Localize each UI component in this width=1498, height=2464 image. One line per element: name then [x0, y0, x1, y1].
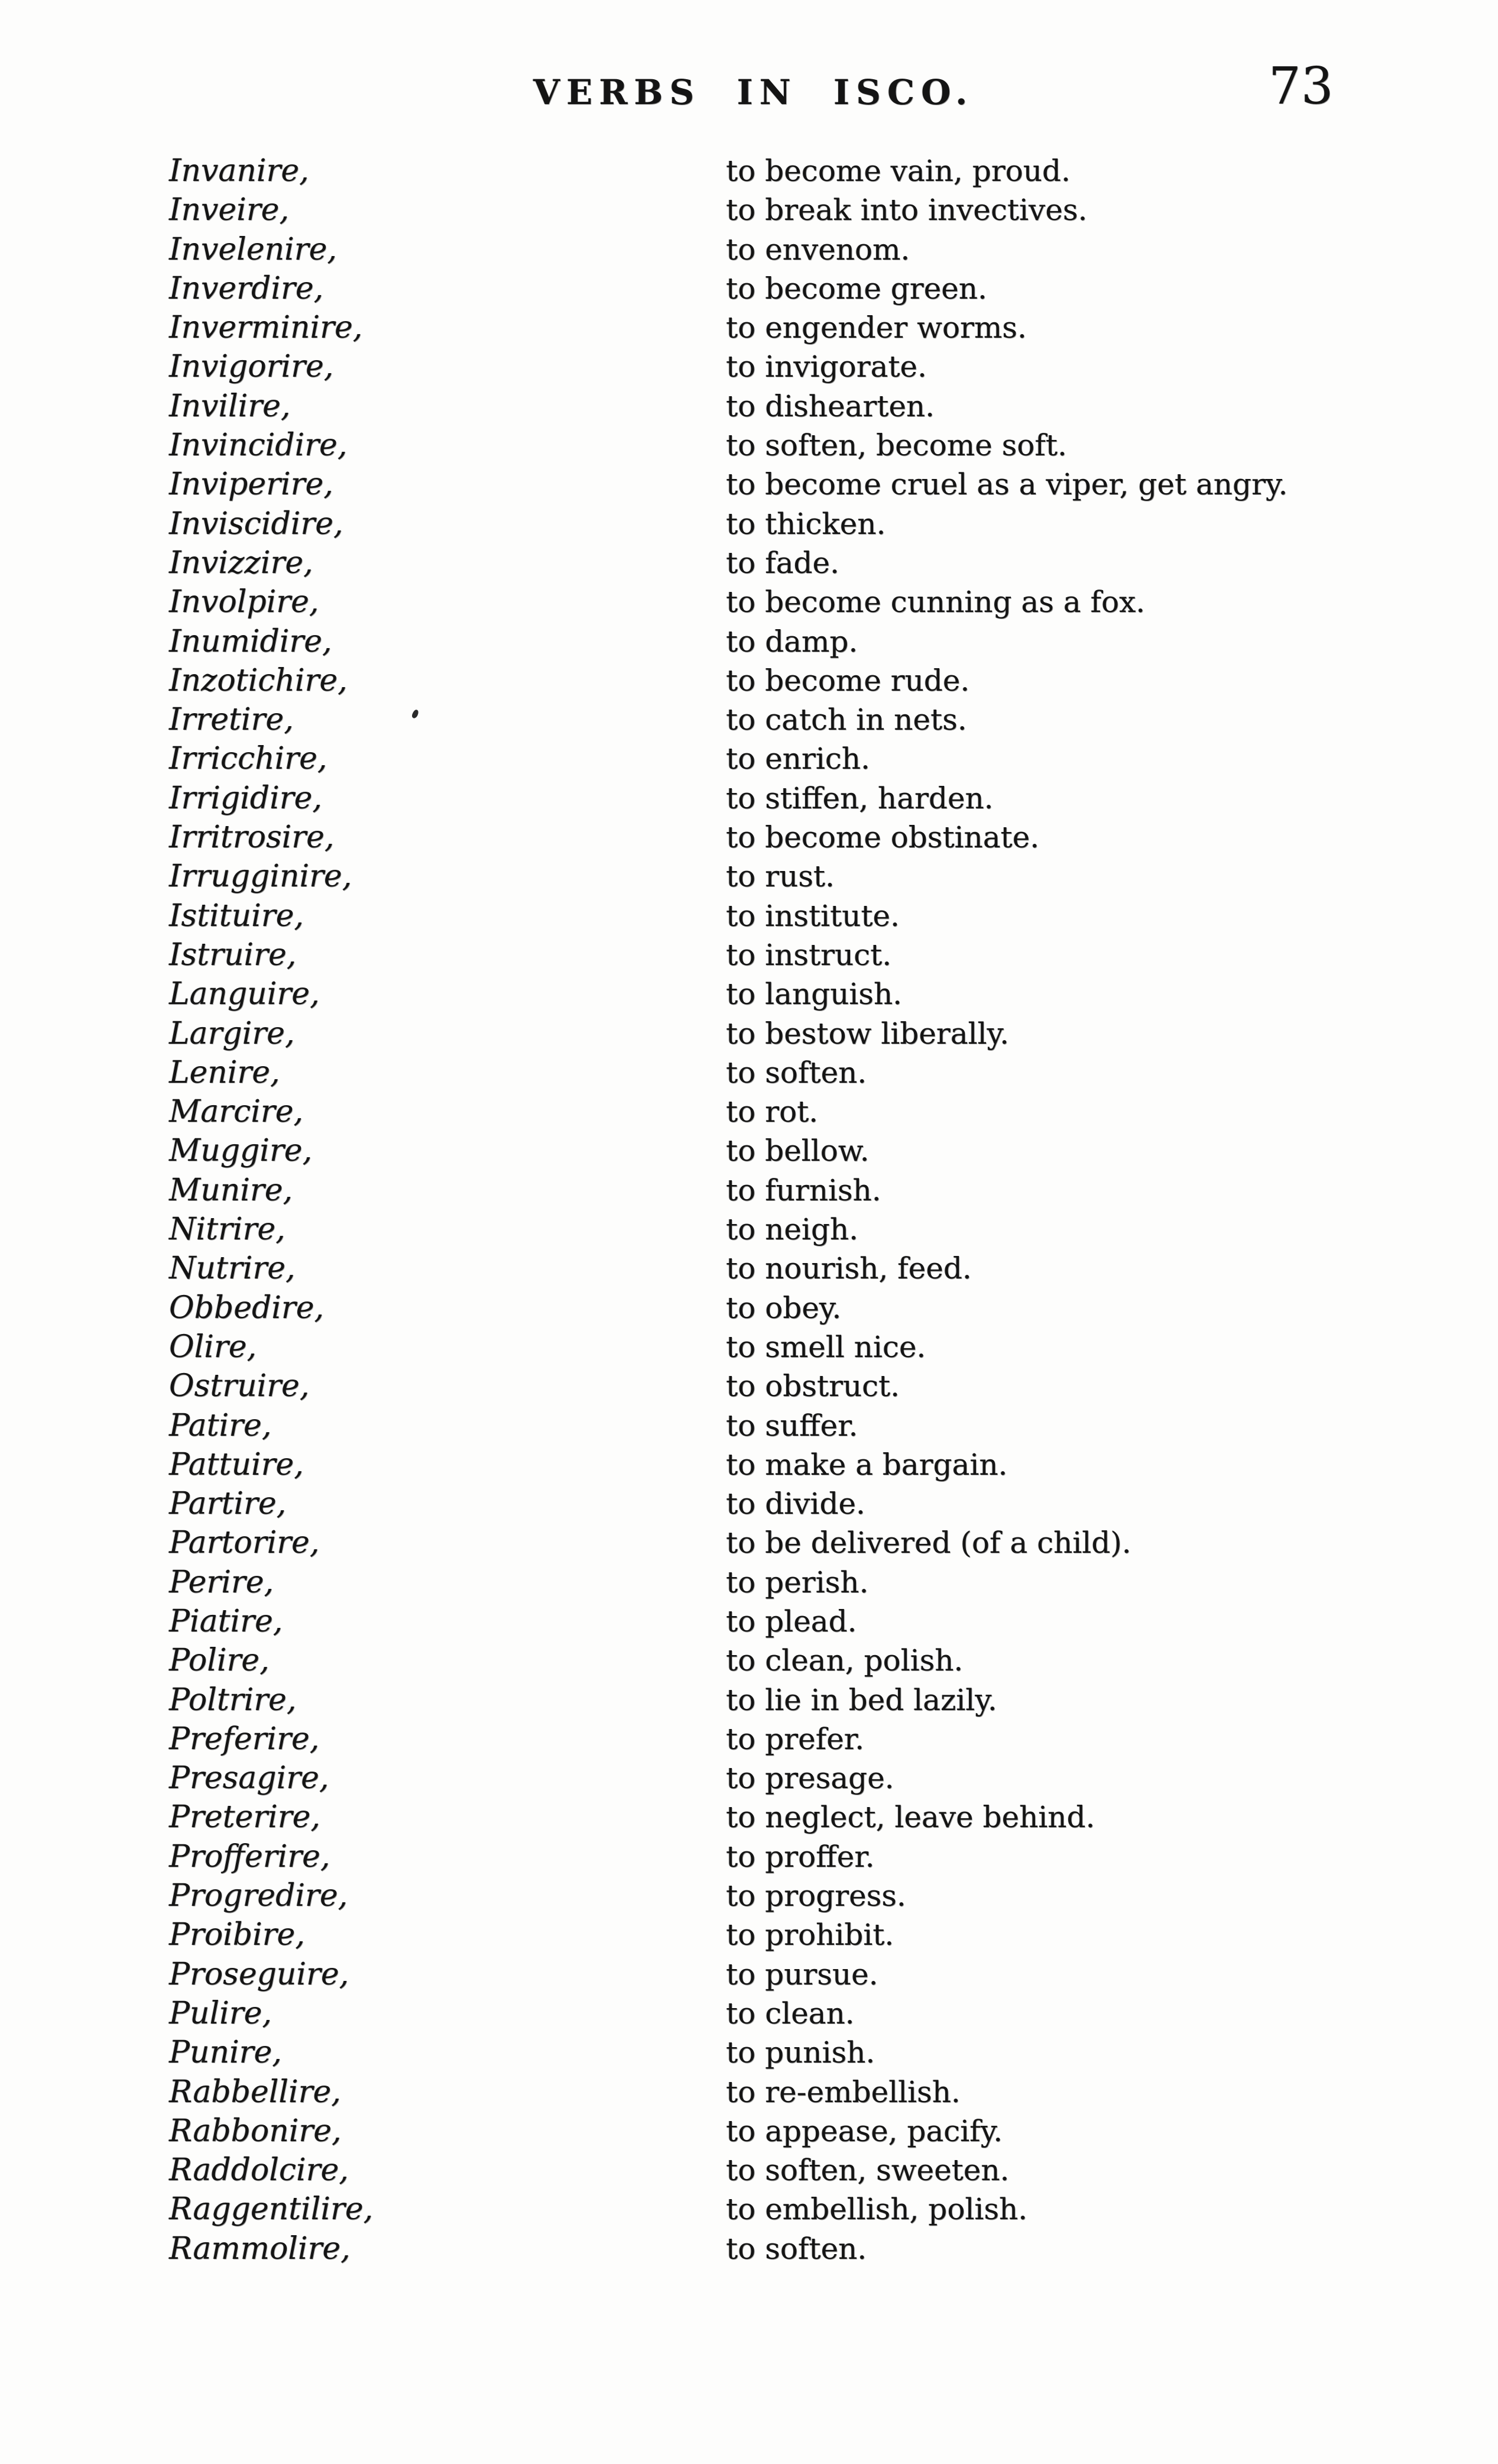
italian-verb: Irritrosire, — [169, 820, 335, 856]
english-definition: to soften, sweeten. — [726, 2153, 1010, 2188]
italian-verb: Istituire, — [169, 898, 304, 934]
english-definition: to thicken. — [726, 506, 886, 541]
italian-verb: Olire, — [169, 1329, 257, 1365]
italian-verb: Rabbonire, — [169, 2113, 342, 2149]
english-definition: to nourish, feed. — [726, 1251, 972, 1286]
italian-verb: Invigorire, — [169, 349, 334, 385]
italian-verb: Invanire, — [169, 153, 309, 189]
italian-verb: Raggentilire, — [169, 2191, 374, 2227]
english-definition: to catch in nets. — [726, 702, 967, 737]
english-definition: to soften, become soft. — [726, 428, 1067, 463]
italian-verb: Proseguire, — [169, 1956, 349, 1992]
italian-verb: Irretire, — [169, 702, 294, 738]
verb-entry-row — [0, 935, 1498, 974]
english-definition: to punish. — [726, 2035, 876, 2070]
english-definition: to instruct. — [726, 937, 892, 972]
verb-entry-row — [0, 857, 1498, 896]
italian-verb: Partire, — [169, 1486, 287, 1522]
english-definition: to embellish, polish. — [726, 2192, 1028, 2227]
verb-entry-row — [0, 739, 1498, 778]
english-definition: to furnish. — [726, 1173, 881, 1207]
english-definition: to clean, polish. — [726, 1643, 964, 1678]
italian-verb: Irrigidire, — [169, 780, 322, 816]
english-definition: to prefer. — [726, 1721, 864, 1756]
verb-entry-row — [0, 151, 1498, 190]
verb-entry-row — [0, 2229, 1498, 2268]
english-definition: to divide. — [726, 1487, 865, 1521]
verb-entry-row — [0, 1602, 1498, 1641]
verb-entry-row — [0, 2151, 1498, 2190]
english-definition: to suffer. — [726, 1408, 858, 1443]
verb-entry-row — [0, 308, 1498, 347]
english-definition: to lie in bed lazily. — [726, 1682, 997, 1717]
english-definition: to appease, pacify. — [726, 2113, 1003, 2148]
italian-verb: Languire, — [169, 976, 320, 1012]
italian-verb: Largire, — [169, 1015, 295, 1051]
english-definition: to fade. — [726, 545, 839, 580]
english-definition: to break into invectives. — [726, 193, 1088, 228]
verb-entry-row — [0, 622, 1498, 661]
italian-verb: Obbedire, — [169, 1290, 325, 1326]
english-definition: to smell nice. — [726, 1329, 926, 1364]
english-definition: to soften. — [726, 2231, 867, 2266]
english-definition: to engender worms. — [726, 310, 1027, 345]
verb-entry-row — [0, 1681, 1498, 1720]
italian-verb: Presagire, — [169, 1760, 329, 1796]
verb-entry-row — [0, 1367, 1498, 1406]
english-definition: to bestow liberally. — [726, 1016, 1010, 1051]
italian-verb: Irrugginire, — [169, 859, 352, 895]
verb-entry-row — [0, 387, 1498, 426]
english-definition: to become vain, proud. — [726, 154, 1071, 188]
verb-entry-row — [0, 465, 1498, 504]
english-definition: to enrich. — [726, 742, 870, 776]
english-definition: to obstruct. — [726, 1369, 900, 1404]
verb-entry-row — [0, 2190, 1498, 2229]
verb-entry-row — [0, 1798, 1498, 1837]
verb-entry-row — [0, 190, 1498, 229]
italian-verb: Inumidire, — [169, 623, 332, 659]
italian-verb: Preferire, — [169, 1721, 320, 1757]
verb-entry-row — [0, 1876, 1498, 1915]
verb-entry-row — [0, 1288, 1498, 1327]
english-definition: to become green. — [726, 271, 987, 306]
verb-entry-row — [0, 2033, 1498, 2072]
verb-entry-row — [0, 661, 1498, 700]
running-title: VERBS IN ISCO. — [533, 72, 974, 112]
verb-entry-row — [0, 1484, 1498, 1523]
italian-verb: Lenire, — [169, 1054, 280, 1090]
english-definition: to stiffen, harden. — [726, 781, 994, 815]
english-definition: to bellow. — [726, 1134, 870, 1168]
italian-verb: Invizzire, — [169, 545, 313, 581]
italian-verb: Rabbellire, — [169, 2074, 341, 2110]
italian-verb: Nitrire, — [169, 1212, 286, 1248]
english-definition: to become obstinate. — [726, 820, 1040, 855]
verb-entry-row — [0, 2073, 1498, 2112]
verb-entry-row — [0, 269, 1498, 308]
english-definition: to re-embellish. — [726, 2074, 961, 2109]
english-definition: to rust. — [726, 859, 835, 894]
italian-verb: Inverdire, — [169, 270, 324, 306]
italian-verb: Irricchire, — [169, 741, 328, 777]
verb-entry-row — [0, 1249, 1498, 1288]
verb-entry-row — [0, 1092, 1498, 1131]
verb-entry-row — [0, 1994, 1498, 2033]
english-definition: to soften. — [726, 1055, 867, 1090]
verb-entry-row — [0, 974, 1498, 1014]
verb-entry-row — [0, 1915, 1498, 1954]
english-definition: to make a bargain. — [726, 1447, 1008, 1482]
italian-verb: Piatire, — [169, 1603, 283, 1639]
italian-verb: Inverminire, — [169, 310, 363, 346]
italian-verb: Inviscidire, — [169, 506, 343, 542]
italian-verb: Istruire, — [169, 937, 297, 973]
verb-entry-row — [0, 1406, 1498, 1445]
english-definition: to become cruel as a viper, get angry. — [726, 467, 1288, 502]
italian-verb: Progredire, — [169, 1878, 348, 1914]
italian-verb: Munire, — [169, 1172, 293, 1208]
verb-entry-row — [0, 1445, 1498, 1484]
verb-entry-row — [0, 582, 1498, 621]
italian-verb: Polire, — [169, 1643, 270, 1679]
italian-verb: Ostruire, — [169, 1368, 310, 1404]
english-definition: to damp. — [726, 624, 858, 659]
italian-verb: Poltrire, — [169, 1682, 297, 1718]
verb-entry-row — [0, 1759, 1498, 1798]
italian-verb: Muggire, — [169, 1133, 313, 1169]
italian-verb: Involpire, — [169, 584, 319, 620]
english-definition: to envenom. — [726, 232, 910, 267]
italian-verb: Pulire, — [169, 1995, 272, 2031]
verb-entry-row — [0, 1327, 1498, 1367]
verb-entry-row — [0, 2112, 1498, 2151]
italian-verb: Profferire, — [169, 1838, 330, 1874]
english-definition: to clean. — [726, 1996, 855, 2031]
verb-entry-row — [0, 700, 1498, 739]
english-definition: to institute. — [726, 898, 900, 933]
verb-entry-row — [0, 1171, 1498, 1210]
english-definition: to pursue. — [726, 1957, 878, 1992]
english-definition: to be delivered (of a child). — [726, 1526, 1131, 1560]
verb-entry-row — [0, 818, 1498, 857]
italian-verb: Inzotichire, — [169, 662, 348, 698]
page-number: 73 — [1269, 57, 1334, 116]
verb-entry-row — [0, 1131, 1498, 1170]
verb-entry-row — [0, 426, 1498, 465]
english-definition: to rot. — [726, 1095, 819, 1129]
italian-verb: Punire, — [169, 2035, 282, 2071]
verb-entry-row — [0, 504, 1498, 543]
italian-verb: Marcire, — [169, 1094, 304, 1130]
english-definition: to become cunning as a fox. — [726, 585, 1146, 620]
italian-verb: Proibire, — [169, 1917, 305, 1953]
italian-verb: Perire, — [169, 1564, 274, 1600]
verb-entry-row — [0, 347, 1498, 386]
italian-verb: Rammolire, — [169, 2230, 351, 2267]
verb-entry-row — [0, 1837, 1498, 1876]
english-definition: to languish. — [726, 977, 903, 1012]
verb-entry-row — [0, 1720, 1498, 1759]
italian-verb: Invelenire, — [169, 231, 337, 267]
italian-verb: Patire, — [169, 1407, 272, 1443]
italian-verb: Inveire, — [169, 192, 289, 228]
italian-verb: Preterire, — [169, 1799, 320, 1835]
verb-entry-row — [0, 1523, 1498, 1562]
italian-verb: Pattuire, — [169, 1446, 304, 1482]
english-definition: to proffer. — [726, 1839, 875, 1874]
verb-entry-row — [0, 1210, 1498, 1249]
verb-entry-row — [0, 779, 1498, 818]
english-definition: to neigh. — [726, 1212, 858, 1247]
verb-entry-row — [0, 1641, 1498, 1680]
verb-entry-row — [0, 1563, 1498, 1602]
english-definition: to become rude. — [726, 663, 970, 698]
italian-verb: Nutrire, — [169, 1251, 296, 1287]
verb-entry-row — [0, 230, 1498, 269]
verb-entry-row — [0, 543, 1498, 582]
english-definition: to plead. — [726, 1604, 857, 1639]
verb-entry-row — [0, 1053, 1498, 1092]
italian-verb: Partorire, — [169, 1525, 320, 1561]
verb-definition-list — [0, 151, 1498, 2268]
english-definition: to perish. — [726, 1565, 869, 1600]
italian-verb: Inviperire, — [169, 467, 333, 503]
italian-verb: Invilire, — [169, 388, 291, 424]
english-definition: to presage. — [726, 1761, 894, 1796]
english-definition: to obey. — [726, 1290, 842, 1325]
italian-verb: Raddolcire, — [169, 2152, 349, 2188]
english-definition: to prohibit. — [726, 1918, 894, 1953]
verb-entry-row — [0, 1014, 1498, 1053]
italian-verb: Invincidire, — [169, 428, 348, 464]
verb-entry-row — [0, 896, 1498, 935]
verb-entry-row — [0, 1955, 1498, 1994]
english-definition: to progress. — [726, 1879, 906, 1913]
english-definition: to dishearten. — [726, 388, 935, 423]
english-definition: to neglect, leave behind. — [726, 1800, 1095, 1835]
english-definition: to invigorate. — [726, 349, 927, 384]
